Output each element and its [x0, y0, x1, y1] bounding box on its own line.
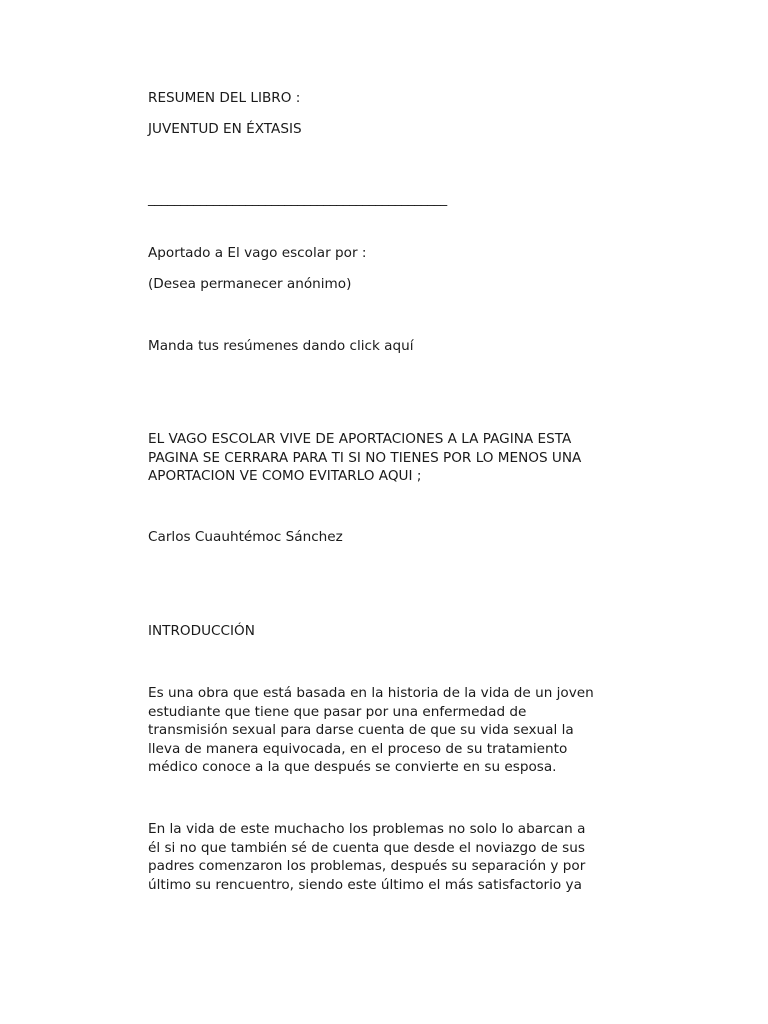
send-summaries-link[interactable]: Manda tus resúmenes dando click aquí — [148, 338, 414, 354]
notice-paragraph — [148, 430, 618, 486]
paragraph-line: estudiante que tiene que pasar por una enfermedad de — [148, 703, 527, 720]
paragraph-line: padres comenzaron los problemas, después su separación y por — [148, 858, 586, 874]
section-heading: INTRODUCCIÓN — [148, 623, 255, 639]
notice-line: EL VAGO ESCOLAR VIVE DE APORTACIONES A LA PAGINA ESTA — [148, 431, 572, 447]
notice-line[interactable]: APORTACION VE COMO EVITARLO AQUI ; — [148, 468, 422, 484]
book-title: JUVENTUD EN ÉXTASIS — [148, 121, 302, 137]
intro-paragraph-1 — [148, 684, 618, 777]
notice-line: PAGINA SE CERRARA PARA TI SI NO TIENES POR LO MENOS UNA — [148, 449, 582, 466]
anonymous-note: (Desea permanecer anónimo) — [148, 276, 352, 292]
summary-label: RESUMEN DEL LIBRO : — [148, 90, 301, 106]
contribution-line: Aportado a El vago escolar por : — [148, 245, 367, 261]
paragraph-line: médico conoce a la que después se convierte en su esposa. — [148, 759, 557, 775]
author-name: Carlos Cuauhtémoc Sánchez — [148, 529, 343, 545]
paragraph-line: lleva de manera equivocada, en el proceso de su tratamiento — [148, 740, 568, 757]
paragraph-line: En la vida de este muchacho los problemas no solo lo abarcan a — [148, 821, 586, 837]
paragraph-line: Es una obra que está basada en la historia de la vida de un joven — [148, 685, 594, 701]
paragraph-line: él si no que también sé de cuenta que desde el noviazgo de sus — [148, 839, 585, 856]
paragraph-line: último su rencuentro, siendo este último el más satisfactorio ya — [148, 876, 582, 893]
paragraph-line: transmisión sexual para darse cuenta de que su vida sexual la — [148, 722, 574, 738]
separator-line: ______________________________________________ — [148, 191, 447, 207]
intro-paragraph-2 — [148, 820, 618, 894]
